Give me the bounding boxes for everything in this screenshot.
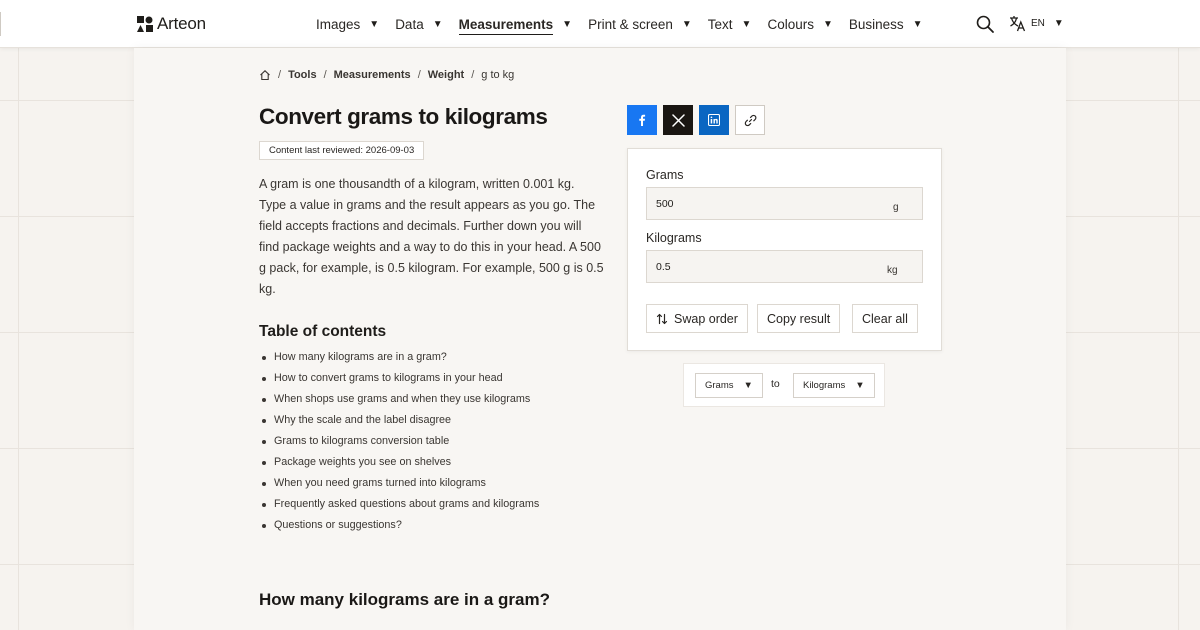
breadcrumb-separator: / — [417, 69, 421, 81]
to-unit-select[interactable] — [793, 373, 875, 398]
arteon-logo-icon — [137, 16, 153, 32]
translate-icon — [1009, 15, 1026, 32]
facebook-icon — [636, 114, 648, 126]
kilograms-input[interactable] — [647, 251, 922, 282]
divider — [0, 12, 1, 36]
toc-item[interactable]: Package weights you see on shelves — [259, 452, 539, 473]
nav-item-colours[interactable] — [767, 0, 832, 48]
kilograms-field[interactable] — [646, 250, 923, 283]
unit-selector — [683, 363, 885, 407]
to-label: to — [771, 378, 780, 390]
share-facebook-button[interactable] — [627, 105, 657, 135]
reviewed-date: 2026-09-03 — [365, 145, 415, 156]
share-x-button[interactable] — [663, 105, 693, 135]
to-unit-value: Kilograms — [803, 380, 846, 391]
linkedin-icon — [708, 114, 720, 126]
toc-item[interactable]: When shops use grams and when they use kilograms — [259, 389, 539, 410]
intro-paragraph: A gram is one thousandth of a kilogram, written 0.001 kg. Type a value in grams and the result appears as you go. The field accepts fractions and decimals. Further down you will find package weights and a way to do this in your head. A 500 g pack, for example, is 0.5 kilogram. For example, 500 g is 0.5 kg. — [259, 177, 604, 296]
nav-item-images[interactable] — [316, 0, 379, 48]
language-selector[interactable] — [1009, 15, 1064, 32]
chevron-down-icon: ▼ — [743, 380, 753, 391]
copy-result-button[interactable] — [757, 304, 840, 333]
breadcrumb-separator: / — [471, 69, 475, 81]
grams-label: Grams — [646, 168, 684, 182]
nav-label: Images — [316, 16, 361, 32]
swap-order-label: Swap order — [674, 311, 738, 326]
toc-item[interactable]: How many kilograms are in a gram? — [259, 347, 539, 368]
section-heading: How many kilograms are in a gram? — [259, 590, 550, 609]
share-linkedin-button[interactable] — [699, 105, 729, 135]
breadcrumb-current: g to kg — [481, 69, 515, 81]
toc-item[interactable]: Frequently asked questions about grams and kilograms — [259, 494, 539, 515]
chevron-down-icon: ▼ — [369, 18, 380, 30]
chevron-down-icon: ▼ — [855, 380, 865, 391]
breadcrumb-separator: / — [323, 69, 327, 81]
chevron-down-icon: ▼ — [912, 18, 923, 30]
breadcrumb-weight[interactable]: Weight — [427, 69, 465, 81]
kilograms-label: Kilograms — [646, 231, 702, 245]
grams-input[interactable] — [647, 188, 922, 219]
from-unit-value: Grams — [705, 380, 734, 391]
content-card — [134, 48, 1066, 630]
chevron-down-icon: ▼ — [432, 18, 443, 30]
page-title: Convert grams to kilograms — [259, 104, 548, 129]
grams-unit: g — [893, 202, 899, 213]
chevron-down-icon: ▼ — [822, 18, 833, 30]
search-icon — [975, 14, 995, 34]
nav-label: Print & screen — [588, 16, 673, 32]
nav-label: Text — [707, 16, 733, 32]
table-of-contents — [259, 347, 539, 536]
breadcrumb-separator: / — [278, 69, 282, 81]
chevron-down-icon: ▼ — [1053, 18, 1064, 29]
nav-item-measurements[interactable] — [459, 0, 572, 48]
copy-link-button[interactable] — [735, 105, 765, 135]
toc-title: Table of contents — [259, 323, 387, 340]
breadcrumb — [259, 69, 514, 81]
nav-item-business[interactable] — [849, 0, 923, 48]
nav-label: Measurements — [459, 17, 554, 35]
from-unit-select[interactable] — [695, 373, 763, 398]
home-icon[interactable] — [259, 69, 271, 81]
brand-logo[interactable] — [137, 14, 206, 34]
link-icon — [744, 114, 757, 127]
language-code: EN — [1031, 18, 1045, 29]
swap-order-button[interactable] — [646, 304, 748, 333]
breadcrumb-tools[interactable]: Tools — [288, 69, 317, 81]
converter-panel — [627, 148, 942, 351]
reviewed-label: Content last reviewed: — [269, 145, 363, 156]
toc-item[interactable]: Questions or suggestions? — [259, 515, 539, 536]
chevron-down-icon: ▼ — [562, 18, 573, 30]
search-button[interactable] — [975, 14, 995, 34]
top-navigation-bar — [0, 0, 1200, 48]
nav-item-text[interactable] — [708, 0, 752, 48]
chevron-down-icon: ▼ — [681, 18, 692, 30]
kilograms-unit: kg — [887, 265, 898, 276]
x-icon — [672, 114, 685, 127]
nav-label: Data — [395, 16, 424, 32]
main-menu — [316, 0, 939, 48]
toc-item[interactable]: Grams to kilograms conversion table — [259, 431, 539, 452]
grams-field[interactable] — [646, 187, 923, 220]
copy-result-label: Copy result — [767, 311, 831, 326]
nav-item-print-screen[interactable] — [588, 0, 692, 48]
toc-item[interactable]: How to convert grams to kilograms in your head — [259, 368, 539, 389]
nav-item-data[interactable] — [395, 0, 442, 48]
breadcrumb-measurements[interactable]: Measurements — [333, 69, 411, 81]
share-bar — [627, 105, 765, 135]
toc-item[interactable]: Why the scale and the label disagree — [259, 410, 539, 431]
clear-all-button[interactable] — [852, 304, 918, 333]
toc-item[interactable]: When you need grams turned into kilograms — [259, 473, 539, 494]
reviewed-badge — [259, 141, 424, 160]
nav-label: Business — [848, 16, 904, 32]
brand-name: Arteon — [157, 14, 206, 33]
chevron-down-icon: ▼ — [741, 18, 752, 30]
clear-all-label: Clear all — [862, 311, 908, 326]
nav-label: Colours — [767, 16, 814, 32]
swap-icon — [656, 313, 668, 325]
